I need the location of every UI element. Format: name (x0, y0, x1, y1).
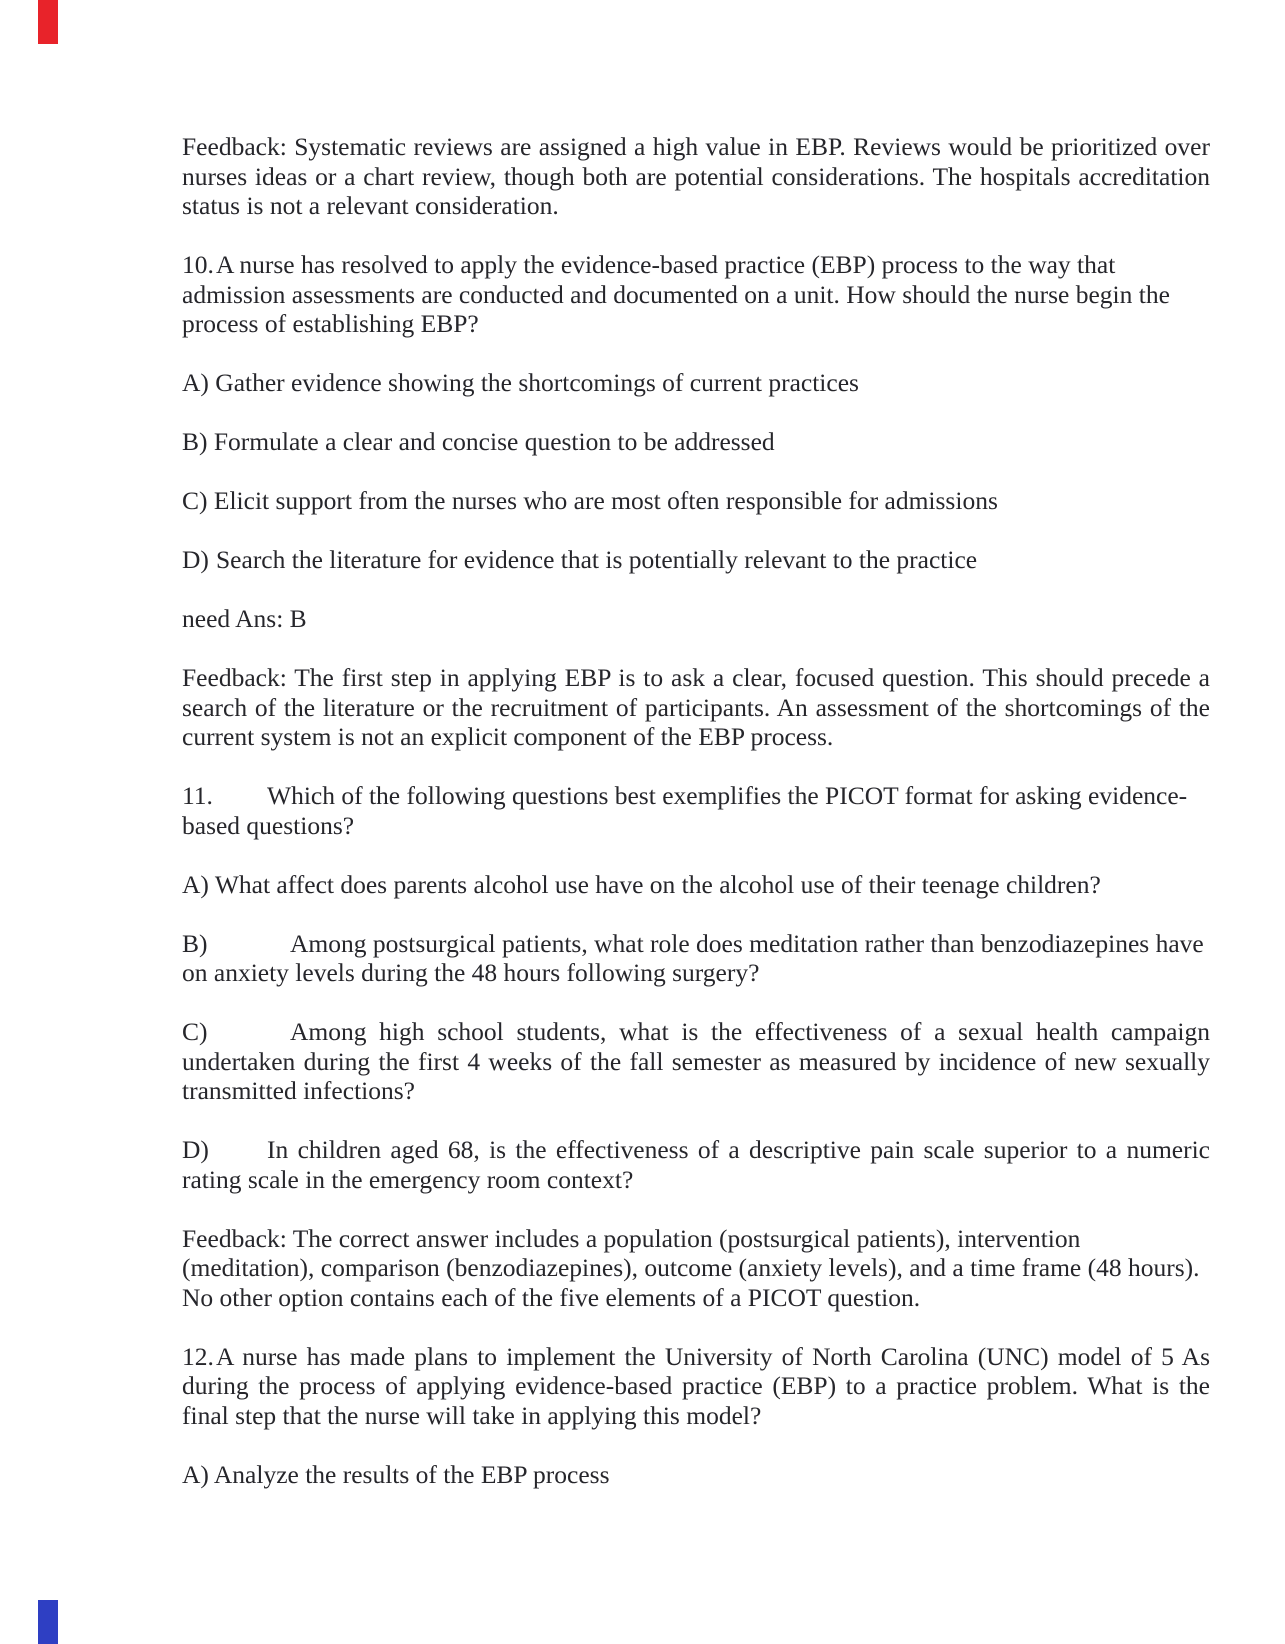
option-10-b (182, 427, 1210, 457)
question-10 (182, 250, 1210, 339)
option-10-d (182, 545, 1210, 575)
option-text: Among high school students, what is the effectiveness of a sexual health campaign undertaken during the first 4 weeks of the fall semester as measured by incidence of new sexually transmitted infections? (182, 1017, 1210, 1105)
option-text: A) Analyze the results of the EBP process (182, 1459, 610, 1489)
option-11-d (182, 1135, 1210, 1194)
paragraph-text: Feedback: The correct answer includes a population (postsurgical patients), intervention (meditation), comparison (benzodiazepines), outcome (anxiety levels), and a time frame (48 hours). No other option contains each of the five elements of a PICOT question. (182, 1223, 1200, 1312)
option-letter: B) (182, 928, 208, 958)
option-text: A) Gather evidence showing the shortcomings of current practices (182, 368, 859, 397)
answer-line-q10 (182, 604, 1210, 634)
option-text: A) What affect does parents alcohol use have on the alcohol use of their teenage children? (182, 869, 1101, 899)
paragraph-text: Feedback: Systematic reviews are assigned a high value in EBP. Reviews would be prioritized over nurses ideas or a chart review, though both are potential considerations. The hospitals accreditation status is not a relevant consideration. (182, 132, 1210, 220)
feedback-paragraph-q11 (182, 1224, 1210, 1313)
question-number: 11. (182, 781, 213, 810)
option-10-a (182, 368, 1210, 398)
option-letter: D) (182, 545, 209, 574)
question-text: A nurse has made plans to implement the University of North Carolina (UNC) model of 5 As during the process of applying evidence-based practice (EBP) to a practice problem. What is the final step that the nurse will take in applying this model? (182, 1341, 1210, 1430)
option-11-c (182, 1017, 1210, 1106)
question-12 (182, 1342, 1210, 1431)
option-text: Search the literature for evidence that is potentially relevant to the practice (216, 545, 978, 574)
answer-text: need Ans: B (182, 604, 307, 633)
question-text: A nurse has resolved to apply the evidence-based practice (EBP) process to the way that admission assessments are conducted and documented on a unit. How should the nurse begin the process of establishing EBP? (182, 250, 1170, 338)
question-text: Which of the following questions best exemplifies the PICOT format for asking evidence-based questions? (182, 781, 1188, 840)
option-11-a (182, 870, 1210, 900)
blue-edge-marker (38, 1600, 58, 1644)
option-10-c (182, 486, 1210, 516)
option-letter: D) (182, 1135, 209, 1164)
paragraph-text: Feedback: The first step in applying EBP is to ask a clear, focused question. This should precede a search of the literature or the recruitment of participants. An assessment of the shortcomings of the current system is not an explicit component of the EBP process. (182, 663, 1210, 751)
question-number: 12. (182, 1341, 214, 1371)
option-text: C) Elicit support from the nurses who are most often responsible for admissions (182, 486, 998, 515)
option-text: In children aged 68, is the effectiveness of a descriptive pain scale superior to a numeric rating scale in the emergency room context? (182, 1135, 1210, 1194)
option-11-b (182, 929, 1210, 988)
document-body (182, 132, 1210, 1519)
question-number: 10. (182, 250, 214, 279)
feedback-paragraph-q9 (182, 132, 1210, 221)
option-12-a (182, 1460, 1210, 1490)
question-11 (182, 781, 1210, 840)
red-edge-marker (38, 0, 58, 44)
feedback-paragraph-q10 (182, 663, 1210, 752)
option-text: Among postsurgical patients, what role does meditation rather than benzodiazepines have on anxiety levels during the 48 hours following surgery? (182, 928, 1204, 987)
option-letter: C) (182, 1017, 208, 1046)
option-text: B) Formulate a clear and concise question to be addressed (182, 427, 775, 456)
